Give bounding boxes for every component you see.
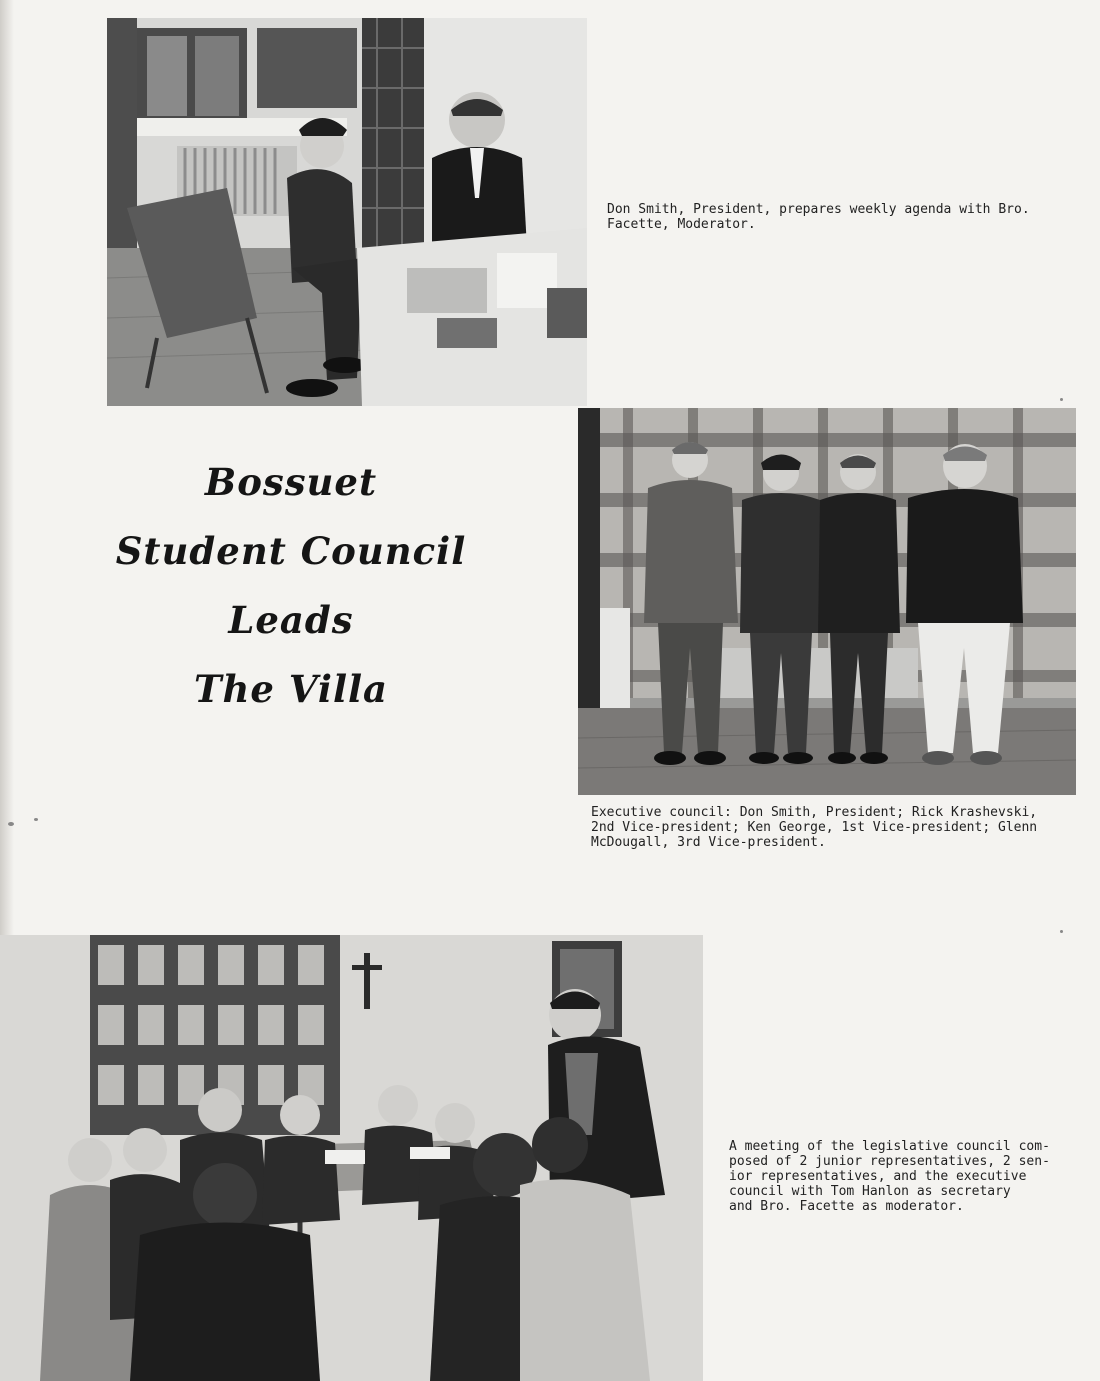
- caption-photo-2-line-1: Executive council: Don Smith, President; Rick Krashevski,: [591, 805, 1038, 820]
- photo-executive-council: [578, 408, 1076, 795]
- photo-president-and-moderator: [107, 18, 587, 406]
- dust-speck: [8, 822, 14, 826]
- caption-photo-3-line-5: and Bro. Facette as moderator.: [729, 1199, 964, 1214]
- caption-photo-1: [607, 202, 1047, 232]
- title-line-2: Student Council: [115, 529, 467, 573]
- photo-executive-council-image: [578, 408, 1076, 795]
- caption-photo-3-line-1: A meeting of the legislative council com-: [729, 1139, 1050, 1154]
- caption-photo-1-line-2: Facette, Moderator.: [607, 217, 756, 232]
- caption-photo-3-line-4: council with Tom Hanlon as secretary: [729, 1184, 1011, 1199]
- caption-photo-2: [591, 805, 1055, 850]
- caption-photo-2-line-2: 2nd Vice-president; Ken George, 1st Vice-president; Glenn: [591, 820, 1038, 835]
- dust-speck: [1060, 398, 1063, 401]
- dust-speck: [1060, 930, 1063, 933]
- page-title: [96, 448, 486, 724]
- caption-photo-1-line-1: Don Smith, President, prepares weekly agenda with Bro.: [607, 202, 1030, 217]
- caption-photo-3-line-3: ior representatives, and the executive: [729, 1169, 1027, 1184]
- title-line-3: Leads: [228, 598, 354, 642]
- title-line-4: The Villa: [193, 667, 389, 711]
- dust-speck: [34, 818, 38, 821]
- caption-photo-2-line-3: McDougall, 3rd Vice-president.: [591, 835, 826, 850]
- title-line-1: Bossuet: [204, 460, 378, 504]
- photo-legislative-council: [0, 935, 703, 1381]
- caption-photo-3: [729, 1139, 1052, 1214]
- photo-president-and-moderator-image: [107, 18, 587, 406]
- caption-photo-3-line-2: posed of 2 junior representatives, 2 sen-: [729, 1154, 1050, 1169]
- photo-legislative-council-image: [0, 935, 703, 1381]
